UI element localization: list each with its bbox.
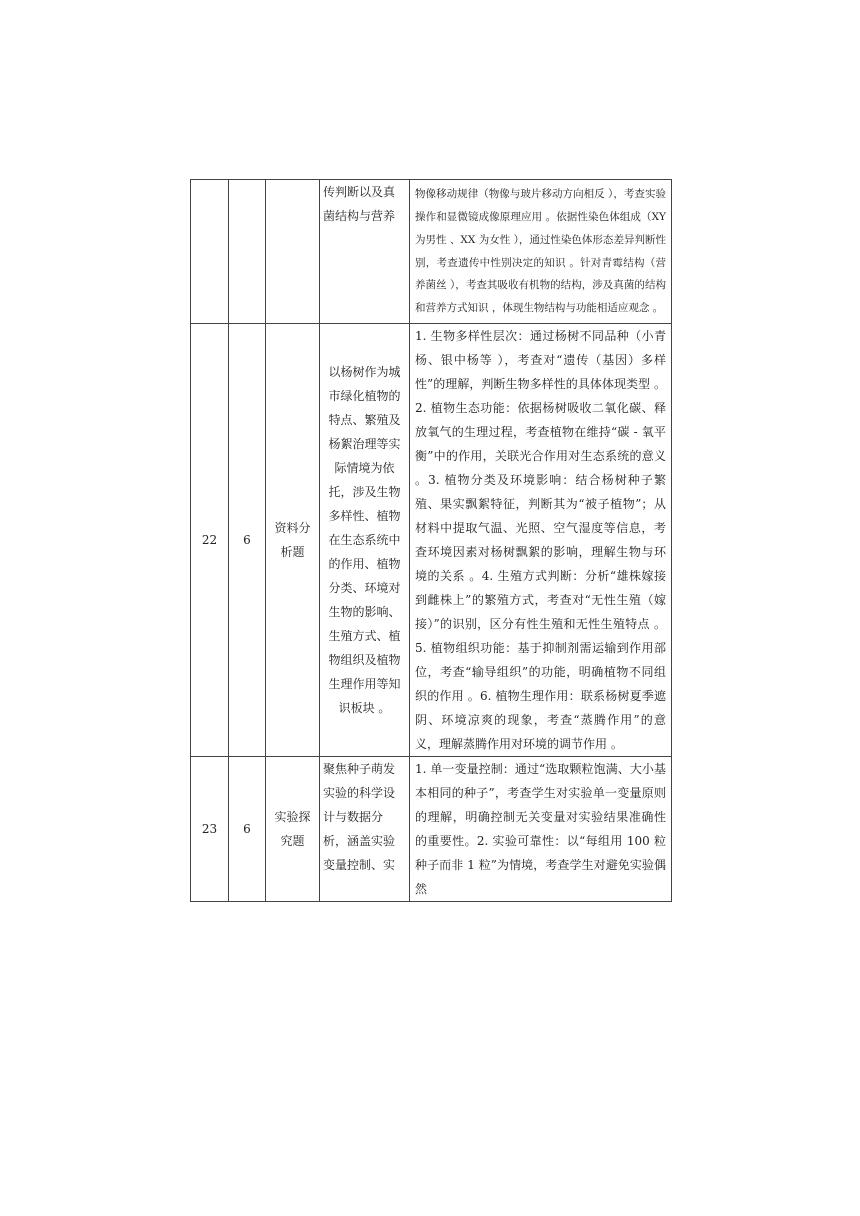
question-type-cell: [266, 324, 320, 757]
question-type-cell: [266, 180, 320, 324]
description-cell: [410, 180, 672, 324]
score-cell: [229, 324, 266, 757]
question-number: 22: [201, 533, 218, 547]
score: 6: [243, 533, 251, 547]
table-row: [191, 757, 672, 902]
score-cell: [229, 180, 266, 324]
question-number-cell: [191, 180, 229, 324]
question-number-cell: [191, 324, 229, 757]
score-cell: [229, 757, 266, 902]
context-cell: [320, 757, 410, 902]
context-text: 以杨树作为城市绿化植物的特点、繁殖及杨絮治理等实际情境为依托，涉及生物多样性、植物在生态系统中的作用、植物分类、环境对生物的影响、生殖方式、植物组织及植物生理作用等知识板块 。: [328, 365, 401, 715]
question-type: 实验探究题: [274, 810, 311, 848]
description-cell: [410, 324, 672, 757]
question-type-cell: [266, 757, 320, 902]
table-row: [191, 180, 672, 324]
context-text: 聚焦种子萌发实验的科学设计与数据分析，涵盖实验变量控制、实: [323, 762, 396, 872]
question-number-cell: [191, 757, 229, 902]
exam-analysis-table: [190, 179, 672, 902]
description-text: 物像移动规律（物像与玻片移动方向相反 ），考查实验操作和显微镜成像原理应用 。依据性染色体组成（XY 为男性 、XX 为女性 ），通过性染色体形态差异判断性别，考查遗传中性别决定的知识 。针对青霉结构（营养菌丝 ），考查其吸收有机物的结构，涉及真菌的结构和营养方式知识 ，体现生物结构与功能相适应观念 。: [415, 188, 666, 315]
description-text: 1. 单一变量控制：通过“选取颗粒饱满、大小基本相同的种子”，考查学生对实验单一变量原则的理解，明确控制无关变量对实验结果准确性的重要性。2. 实验可靠性：以“每组用 100 粒种子而非 1 粒”为情境，考查学生对避免实验偶然: [415, 762, 666, 896]
context-cell: [320, 324, 410, 757]
question-type: 资料分析题: [274, 521, 311, 559]
context-cell: [320, 180, 410, 324]
description-text: 1. 生物多样性层次：通过杨树不同品种（小青杨、银中杨等 ），考查对“遗传（基因）多样性”的理解，判断生物多样性的具体体现类型 。2. 植物生态功能：依据杨树吸收二氧化碳、释放氧气的生理过程，考查植物在维持“碳 - 氧平衡”中的作用，关联光合作用对生态系统的意义 。3. 植物分类及环境影响：结合杨树种子繁殖、果实飘絮特征，判断其为“被子植物”；从材料中提取气温、光照、空气湿度等信息，考查环境因素对杨树飘絮的影响，理解生物与环境的关系 。4. 生殖方式判断：分析“雄株嫁接到雌株上”的繁殖方式，考查对“无性生殖（嫁接）”的识别，区分有性生殖和无性生殖特点 。5. 植物组织功能：基于抑制剂需运输到作用部位，考查“输导组织”的功能，明确植物不同组织的作用 。6. 植物生理作用：联系杨树夏季遮阴、环境凉爽的现象，考查“蒸腾作用”的意义，理解蒸腾作用对环境的调节作用 。: [415, 329, 666, 751]
score: 6: [243, 822, 251, 836]
question-number: 23: [201, 822, 218, 836]
table-row: [191, 324, 672, 757]
context-text: 传判断以及真菌结构与营养: [323, 185, 396, 223]
description-cell: [410, 757, 672, 902]
